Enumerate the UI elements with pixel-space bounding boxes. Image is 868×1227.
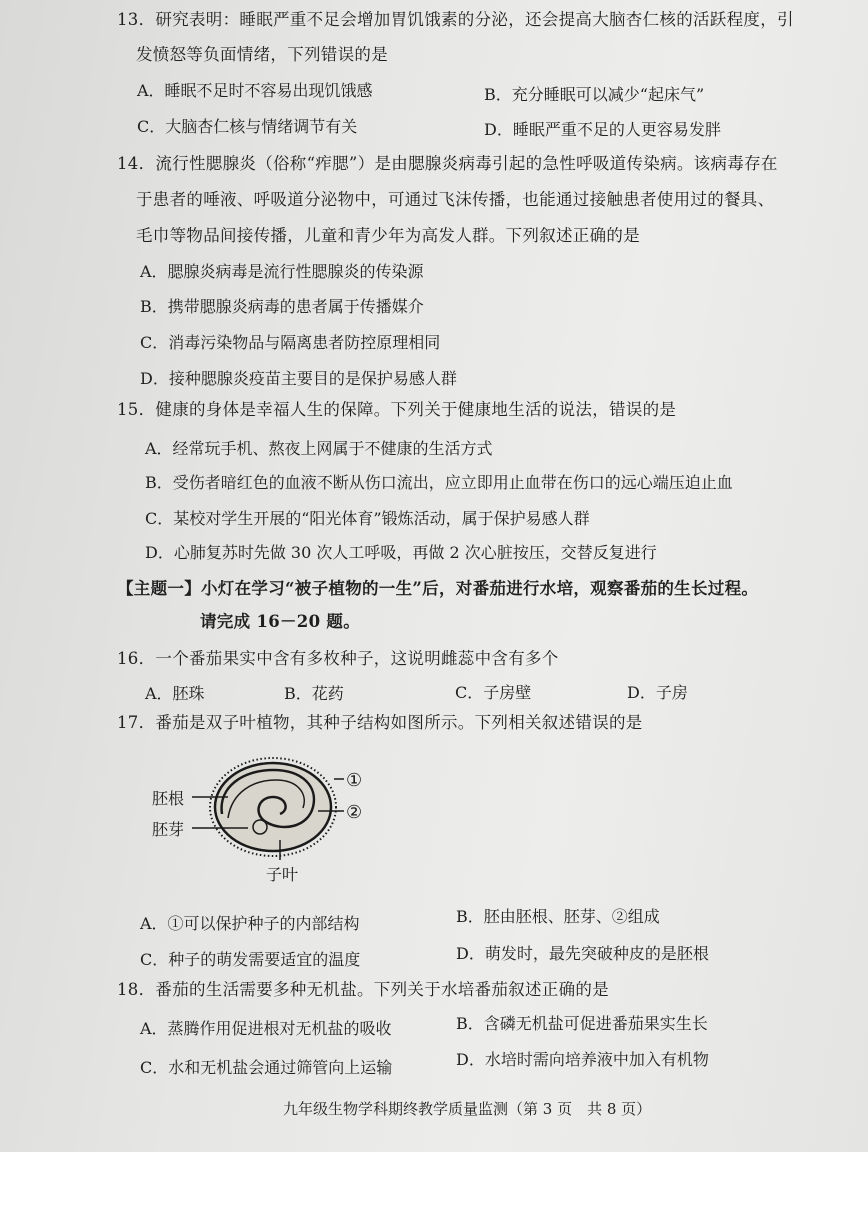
q13-stem-line1: 13．研究表明：睡眠严重不足会增加胃饥饿素的分泌，还会提高大脑杏仁核的活跃程度，引 bbox=[117, 10, 794, 29]
q17-stem: 17．番茄是双子叶植物，其种子结构如图所示。下列相关叙述错误的是 bbox=[117, 713, 643, 732]
q13-option-d: D．睡眠严重不足的人更容易发胖 bbox=[484, 120, 721, 139]
q13-option-b: B．充分睡眠可以减少“起床气” bbox=[484, 85, 705, 104]
q14-stem-line2: 于患者的唾液、呼吸道分泌物中，可通过飞沫传播，也能通过接触患者使用过的餐具、 bbox=[136, 190, 775, 209]
seed-structure-diagram bbox=[148, 752, 388, 892]
label-cotyledon: 子叶 bbox=[266, 865, 299, 884]
q18-option-c: C．水和无机盐会通过筛管向上运输 bbox=[140, 1058, 393, 1077]
label-marker1: ① bbox=[346, 770, 363, 791]
q18-option-d: D．水培时需向培养液中加入有机物 bbox=[456, 1050, 709, 1069]
q16-stem: 16．一个番茄果实中含有多枚种子，这说明雌蕊中含有多个 bbox=[117, 649, 559, 668]
q15-option-b: B．受伤者暗红色的血液不断从伤口流出，应立即用止血带在伤口的远心端压迫止血 bbox=[145, 473, 733, 492]
q13-stem-line2: 发愤怒等负面情绪，下列错误的是 bbox=[136, 45, 388, 64]
q14-option-d: D．接种腮腺炎疫苗主要目的是保护易感人群 bbox=[140, 369, 457, 388]
q17-option-d: D．萌发时，最先突破种皮的是胚根 bbox=[456, 944, 709, 963]
q16-option-c: C．子房壁 bbox=[455, 683, 532, 702]
q17-option-c: C．种子的萌发需要适宜的温度 bbox=[140, 950, 361, 969]
page-footer: 九年级生物学科期终教学质量监测（第 3 页 共 8 页） bbox=[283, 1100, 652, 1118]
q15-stem: 15．健康的身体是幸福人生的保障。下列关于健康地生活的说法，错误的是 bbox=[117, 400, 677, 419]
theme1-intro-line1: 【主题一】小灯在学习“被子植物的一生”后，对番茄进行水培，观察番茄的生长过程。 bbox=[117, 579, 759, 598]
q15-option-a: A．经常玩手机、熬夜上网属于不健康的生活方式 bbox=[145, 439, 493, 458]
q18-option-b: B．含磷无机盐可促进番茄果实生长 bbox=[456, 1014, 708, 1033]
q16-option-a: A．胚珠 bbox=[145, 684, 205, 703]
q14-option-a: A．腮腺炎病毒是流行性腮腺炎的传染源 bbox=[140, 262, 424, 281]
q14-option-b: B．携带腮腺炎病毒的患者属于传播媒介 bbox=[140, 297, 424, 316]
theme1-intro-line2: 请完成 16－20 题。 bbox=[200, 612, 361, 631]
q13-option-c: C．大脑杏仁核与情绪调节有关 bbox=[137, 117, 358, 136]
q14-stem-line3: 毛巾等物品间接传播，儿童和青少年为高发人群。下列叙述正确的是 bbox=[136, 226, 640, 245]
q13-option-a: A．睡眠不足时不容易出现饥饿感 bbox=[137, 81, 373, 100]
q18-stem: 18．番茄的生活需要多种无机盐。下列关于水培番茄叙述正确的是 bbox=[117, 980, 609, 999]
q16-option-d: D．子房 bbox=[627, 683, 688, 702]
q15-option-c: C．某校对学生开展的“阳光体育”锻炼活动，属于保护易感人群 bbox=[145, 509, 590, 528]
q14-option-c: C．消毒污染物品与隔离患者防控原理相同 bbox=[140, 333, 441, 352]
q15-option-d: D．心肺复苏时先做 30 次人工呼吸，再做 2 次心脏按压，交替反复进行 bbox=[145, 543, 657, 562]
q18-option-a: A．蒸腾作用促进根对无机盐的吸收 bbox=[140, 1019, 392, 1038]
label-marker2: ② bbox=[346, 802, 363, 823]
label-plumule: 胚芽 bbox=[152, 820, 185, 839]
q14-stem-line1: 14．流行性腮腺炎（俗称“痄腮”）是由腮腺炎病毒引起的急性呼吸道传染病。该病毒存在 bbox=[117, 154, 778, 173]
q17-option-a: A．①可以保护种子的内部结构 bbox=[140, 914, 360, 933]
q16-option-b: B．花药 bbox=[284, 684, 344, 703]
label-radicle: 胚根 bbox=[152, 789, 185, 808]
q17-option-b: B．胚由胚根、胚芽、②组成 bbox=[456, 907, 660, 926]
